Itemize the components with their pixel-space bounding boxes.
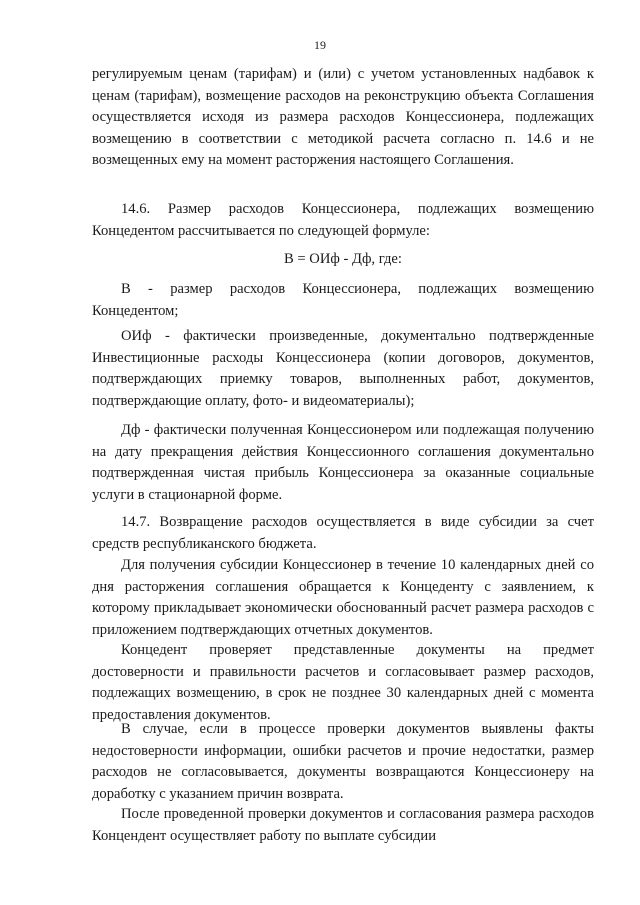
formula: В = ОИф - Дф, где: (284, 251, 402, 267)
paragraph-subsidy-request: Для получения субсидии Концессионер в течение 10 календарных дней со дня расторжения соглашения обращается к Концеденту с заявлением, к которому прикладывает экономически обоснованный расчет размера расходов с приложением подтверждающих отчетных документов. (92, 557, 594, 638)
page-number: 19 (314, 38, 326, 52)
definition-df: Дф - фактически полученная Концессионером или подлежащая получению на дату прекращения действия Концессионного соглашения документально подтвержденная чистая прибыль Концессионера за оказанные социальные услуги в стационарной форме. (92, 422, 594, 503)
paragraph-rejection: В случае, если в процессе проверки документов выявлены факты недостоверности информации, ошибки расчетов и прочие недостатки, размер расходов не согласовывается, документы возвращаются Концессионеру на доработку с указанием причин возврата. (92, 721, 594, 802)
paragraph-continuation: регулируемым ценам (тарифам) и (или) с учетом установленных надбавок к ценам (тарифам), возмещение расходов на реконструкцию объекта Соглашения осуществляется исходя из размера расходов Концессионера, подлежащих возмещению в соответствии с методикой расчета согласно п. 14.6 и не возмещенных ему на момент расторжения настоящего Соглашения. (92, 66, 594, 168)
definition-b: В - размер расходов Концессионера, подлежащих возмещению Концедентом; (92, 281, 594, 319)
paragraph-14-6: 14.6. Размер расходов Концессионера, подлежащих возмещению Концедентом рассчитывается по следующей формуле: (92, 201, 594, 239)
paragraph-payment: После проведенной проверки документов и согласования размера расходов Концендент осуществляет работу по выплате субсидии (92, 806, 594, 844)
definition-oif: ОИф - фактически произведенные, документально подтвержденные Инвестиционные расходы Концессионера (копии договоров, документов, подтверждающих приемку товаров, выполненных работ, документов, подтверждающие оплату, фото- и видеоматериалы); (92, 328, 594, 409)
paragraph-14-7: 14.7. Возвращение расходов осуществляется в виде субсидии за счет средств республиканского бюджета. (92, 514, 594, 552)
paragraph-verification: Концедент проверяет представленные документы на предмет достоверности и правильности расчетов и согласовывает размер расходов, подлежащих возмещению, в срок не позднее 30 календарных дней с момента предоставления документов. (92, 642, 594, 723)
